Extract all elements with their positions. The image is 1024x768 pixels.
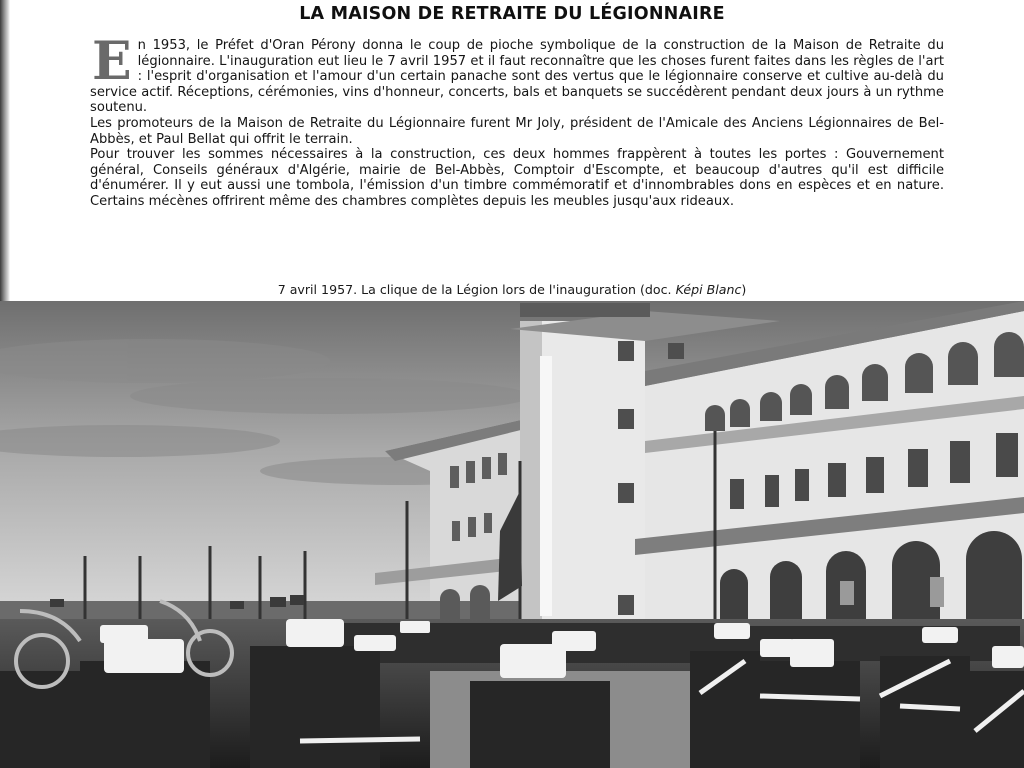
article-body — [90, 31, 944, 210]
caption-close: ) — [741, 282, 747, 297]
caption-text: 7 avril 1957. La clique de la Légion lors de l'inauguration (doc. — [277, 282, 676, 297]
page-title: LA MAISON DE RETRAITE DU LÉGIONNAIRE — [299, 4, 725, 24]
caption-source: Képi Blanc — [675, 282, 742, 297]
drop-cap: E — [92, 31, 132, 92]
photo-caption — [0, 282, 1024, 297]
article-paragraph-2: Les promoteurs de la Maison de Retraite du Légionnaire furent Mr Joly, président de l'Amicale des Anciens Légionnaires de Bel-Abbès, et Paul Bellat qui offrit le terrain. — [90, 115, 944, 147]
inauguration-photo — [0, 301, 1024, 768]
photo-illustration — [0, 301, 1024, 768]
article-paragraph-3: Pour trouver les sommes nécessaires à la construction, ces deux hommes frappèrent à toutes les portes : Gouvernement général, Conseils généraux d'Algérie, mairie de Bel-Abbès, Comptoir d'Escompte, et beaucoup d'autres qu'il est difficile d'énumérer. Il y eut aussi une tombola, l'émission d'un timbre commémoratif et d'innombrables dons en espèces et en nature. Certains mécènes offrirent même des chambres complètes depuis les meubles jusqu'aux rideaux. — [90, 147, 944, 209]
article-paragraph-1: n 1953, le Préfet d'Oran Pérony donna le coup de pioche symbolique de la construction de la Maison de Retraite du légionnaire. L'inauguration eut lieu le 7 avril 1957 et il faut reconnaître que les choses furent faites dans les règles de l'art : l'esprit d'organisation et l'amour d'un certain panache sont des vertus que le légionnaire conserve et cultive au-delà du service actif. Réceptions, cérémonies, vins d'honneur, concerts, bals et banquets se succédèrent pendant deux jours à un rythme soutenu. — [90, 38, 944, 116]
